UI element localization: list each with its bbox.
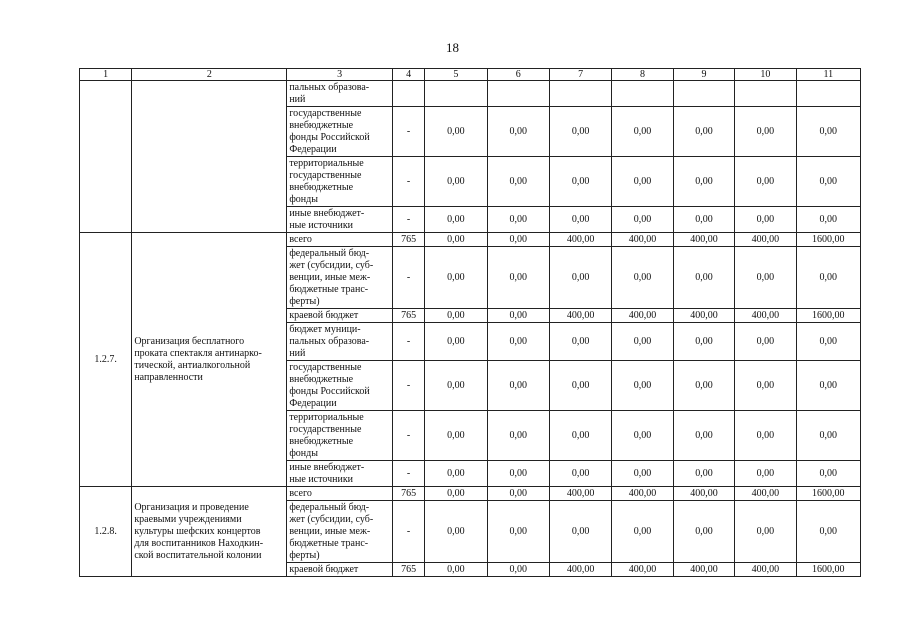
- amount-cell: 0,00: [796, 411, 860, 461]
- amount-cell: 0,00: [673, 461, 734, 487]
- budget-code: -: [392, 461, 424, 487]
- funding-source: всего: [287, 487, 393, 501]
- amount-cell: [549, 81, 611, 107]
- column-header: 9: [673, 69, 734, 81]
- amount-cell: 0,00: [425, 107, 487, 157]
- amount-cell: 400,00: [549, 309, 611, 323]
- amount-cell: 0,00: [673, 411, 734, 461]
- table-row: [80, 233, 861, 247]
- funding-source: всего: [287, 233, 393, 247]
- amount-cell: 0,00: [425, 247, 487, 309]
- activity-name-empty: [132, 81, 287, 233]
- amount-cell: 0,00: [487, 361, 549, 411]
- amount-cell: 0,00: [487, 501, 549, 563]
- page-number: 18: [446, 40, 459, 55]
- amount-cell: 0,00: [796, 247, 860, 309]
- amount-cell: 0,00: [612, 501, 673, 563]
- amount-cell: 0,00: [612, 411, 673, 461]
- amount-cell: 400,00: [735, 563, 796, 577]
- amount-cell: 0,00: [487, 233, 549, 247]
- amount-cell: 0,00: [425, 207, 487, 233]
- amount-cell: 0,00: [549, 361, 611, 411]
- table-body: [80, 69, 861, 577]
- funding-source: краевой бюджет: [287, 563, 393, 577]
- amount-cell: 0,00: [425, 501, 487, 563]
- amount-cell: 0,00: [425, 411, 487, 461]
- amount-cell: 0,00: [549, 207, 611, 233]
- amount-cell: 0,00: [673, 247, 734, 309]
- column-header: 10: [735, 69, 796, 81]
- amount-cell: 0,00: [735, 157, 796, 207]
- amount-cell: 0,00: [549, 461, 611, 487]
- amount-cell: 400,00: [612, 309, 673, 323]
- amount-cell: 0,00: [673, 107, 734, 157]
- amount-cell: 400,00: [735, 233, 796, 247]
- budget-code: [392, 81, 424, 107]
- funding-source: государственные внебюджетные фонды Российской Федерации: [287, 361, 393, 411]
- amount-cell: [673, 81, 734, 107]
- table-row: [80, 81, 861, 107]
- amount-cell: 0,00: [735, 411, 796, 461]
- amount-cell: 0,00: [796, 107, 860, 157]
- amount-cell: 0,00: [487, 411, 549, 461]
- amount-cell: 0,00: [425, 157, 487, 207]
- amount-cell: 400,00: [735, 487, 796, 501]
- amount-cell: 0,00: [549, 323, 611, 361]
- amount-cell: 0,00: [487, 323, 549, 361]
- amount-cell: 1600,00: [796, 487, 860, 501]
- funding-source: территориальные государственные внебюджетные фонды: [287, 157, 393, 207]
- amount-cell: 0,00: [735, 207, 796, 233]
- amount-cell: 0,00: [796, 157, 860, 207]
- amount-cell: 0,00: [612, 207, 673, 233]
- section-number-empty: [80, 81, 132, 233]
- amount-cell: 400,00: [673, 309, 734, 323]
- amount-cell: 400,00: [549, 563, 611, 577]
- amount-cell: 0,00: [673, 323, 734, 361]
- column-header: 2: [132, 69, 287, 81]
- amount-cell: 1600,00: [796, 563, 860, 577]
- budget-code: -: [392, 323, 424, 361]
- budget-code: -: [392, 411, 424, 461]
- column-header: 5: [425, 69, 487, 81]
- amount-cell: 400,00: [549, 487, 611, 501]
- activity-name: Организация и проведение краевыми учреждениями культуры шефских концертов для воспитанников Находкин- ской воспитательной колонии: [132, 487, 287, 577]
- column-header: 6: [487, 69, 549, 81]
- amount-cell: 400,00: [673, 233, 734, 247]
- budget-code: -: [392, 207, 424, 233]
- header-row: [80, 69, 861, 81]
- amount-cell: 0,00: [612, 157, 673, 207]
- amount-cell: 0,00: [549, 247, 611, 309]
- amount-cell: [425, 81, 487, 107]
- amount-cell: 0,00: [487, 487, 549, 501]
- column-header: 4: [392, 69, 424, 81]
- amount-cell: [735, 81, 796, 107]
- amount-cell: 0,00: [549, 107, 611, 157]
- funding-source: государственные внебюджетные фонды Российской Федерации: [287, 107, 393, 157]
- amount-cell: 0,00: [796, 323, 860, 361]
- funding-source: бюджет муници- пальных образова- ний: [287, 323, 393, 361]
- amount-cell: [796, 81, 860, 107]
- amount-cell: 0,00: [796, 461, 860, 487]
- column-header: 8: [612, 69, 673, 81]
- column-header: 7: [549, 69, 611, 81]
- activity-name: Организация бесплатного проката спектакля антинарко- тической, антиалкогольной направленности: [132, 233, 287, 487]
- amount-cell: 0,00: [673, 207, 734, 233]
- amount-cell: 0,00: [612, 361, 673, 411]
- amount-cell: 400,00: [735, 309, 796, 323]
- amount-cell: 1600,00: [796, 233, 860, 247]
- amount-cell: 0,00: [735, 461, 796, 487]
- amount-cell: 0,00: [612, 323, 673, 361]
- budget-code: 765: [392, 233, 424, 247]
- amount-cell: 0,00: [735, 501, 796, 563]
- column-header: 1: [80, 69, 132, 81]
- amount-cell: 0,00: [487, 247, 549, 309]
- funding-source: федеральный бюд- жет (субсидии, суб- венции, иные меж- бюджетные транс- ферты): [287, 247, 393, 309]
- amount-cell: 0,00: [796, 501, 860, 563]
- funding-source: федеральный бюд- жет (субсидии, суб- венции, иные меж- бюджетные транс- ферты): [287, 501, 393, 563]
- amount-cell: 0,00: [425, 461, 487, 487]
- amount-cell: 0,00: [673, 361, 734, 411]
- amount-cell: 0,00: [735, 107, 796, 157]
- amount-cell: 0,00: [612, 107, 673, 157]
- amount-cell: 0,00: [612, 461, 673, 487]
- amount-cell: 0,00: [425, 323, 487, 361]
- budget-code: 765: [392, 309, 424, 323]
- amount-cell: 400,00: [612, 563, 673, 577]
- budget-code: -: [392, 361, 424, 411]
- amount-cell: 400,00: [549, 233, 611, 247]
- amount-cell: 0,00: [425, 563, 487, 577]
- amount-cell: [487, 81, 549, 107]
- section-number: 1.2.8.: [80, 487, 132, 577]
- budget-code: 765: [392, 563, 424, 577]
- funding-source: краевой бюджет: [287, 309, 393, 323]
- budget-code: -: [392, 247, 424, 309]
- budget-code: -: [392, 107, 424, 157]
- amount-cell: 400,00: [673, 563, 734, 577]
- amount-cell: 0,00: [673, 157, 734, 207]
- amount-cell: 0,00: [487, 461, 549, 487]
- section-number: 1.2.7.: [80, 233, 132, 487]
- amount-cell: 0,00: [612, 247, 673, 309]
- amount-cell: 0,00: [425, 487, 487, 501]
- funding-source: иные внебюджет- ные источники: [287, 207, 393, 233]
- column-header: 3: [287, 69, 393, 81]
- amount-cell: 0,00: [549, 157, 611, 207]
- amount-cell: 400,00: [673, 487, 734, 501]
- amount-cell: 0,00: [487, 563, 549, 577]
- amount-cell: 0,00: [487, 107, 549, 157]
- amount-cell: 0,00: [487, 207, 549, 233]
- budget-table: [79, 68, 861, 577]
- amount-cell: 0,00: [425, 233, 487, 247]
- amount-cell: 0,00: [425, 309, 487, 323]
- amount-cell: 400,00: [612, 487, 673, 501]
- amount-cell: 0,00: [735, 361, 796, 411]
- budget-code: -: [392, 157, 424, 207]
- funding-source: территориальные государственные внебюджетные фонды: [287, 411, 393, 461]
- amount-cell: 0,00: [487, 309, 549, 323]
- table-row: [80, 487, 861, 501]
- amount-cell: 0,00: [549, 411, 611, 461]
- amount-cell: 0,00: [425, 361, 487, 411]
- amount-cell: 0,00: [796, 361, 860, 411]
- amount-cell: 400,00: [612, 233, 673, 247]
- amount-cell: 0,00: [735, 323, 796, 361]
- amount-cell: 0,00: [735, 247, 796, 309]
- amount-cell: [612, 81, 673, 107]
- column-header: 11: [796, 69, 860, 81]
- amount-cell: 0,00: [796, 207, 860, 233]
- funding-source: пальных образова- ний: [287, 81, 393, 107]
- budget-code: -: [392, 501, 424, 563]
- amount-cell: 0,00: [549, 501, 611, 563]
- amount-cell: 0,00: [673, 501, 734, 563]
- amount-cell: 0,00: [487, 157, 549, 207]
- budget-code: 765: [392, 487, 424, 501]
- funding-source: иные внебюджет- ные источники: [287, 461, 393, 487]
- amount-cell: 1600,00: [796, 309, 860, 323]
